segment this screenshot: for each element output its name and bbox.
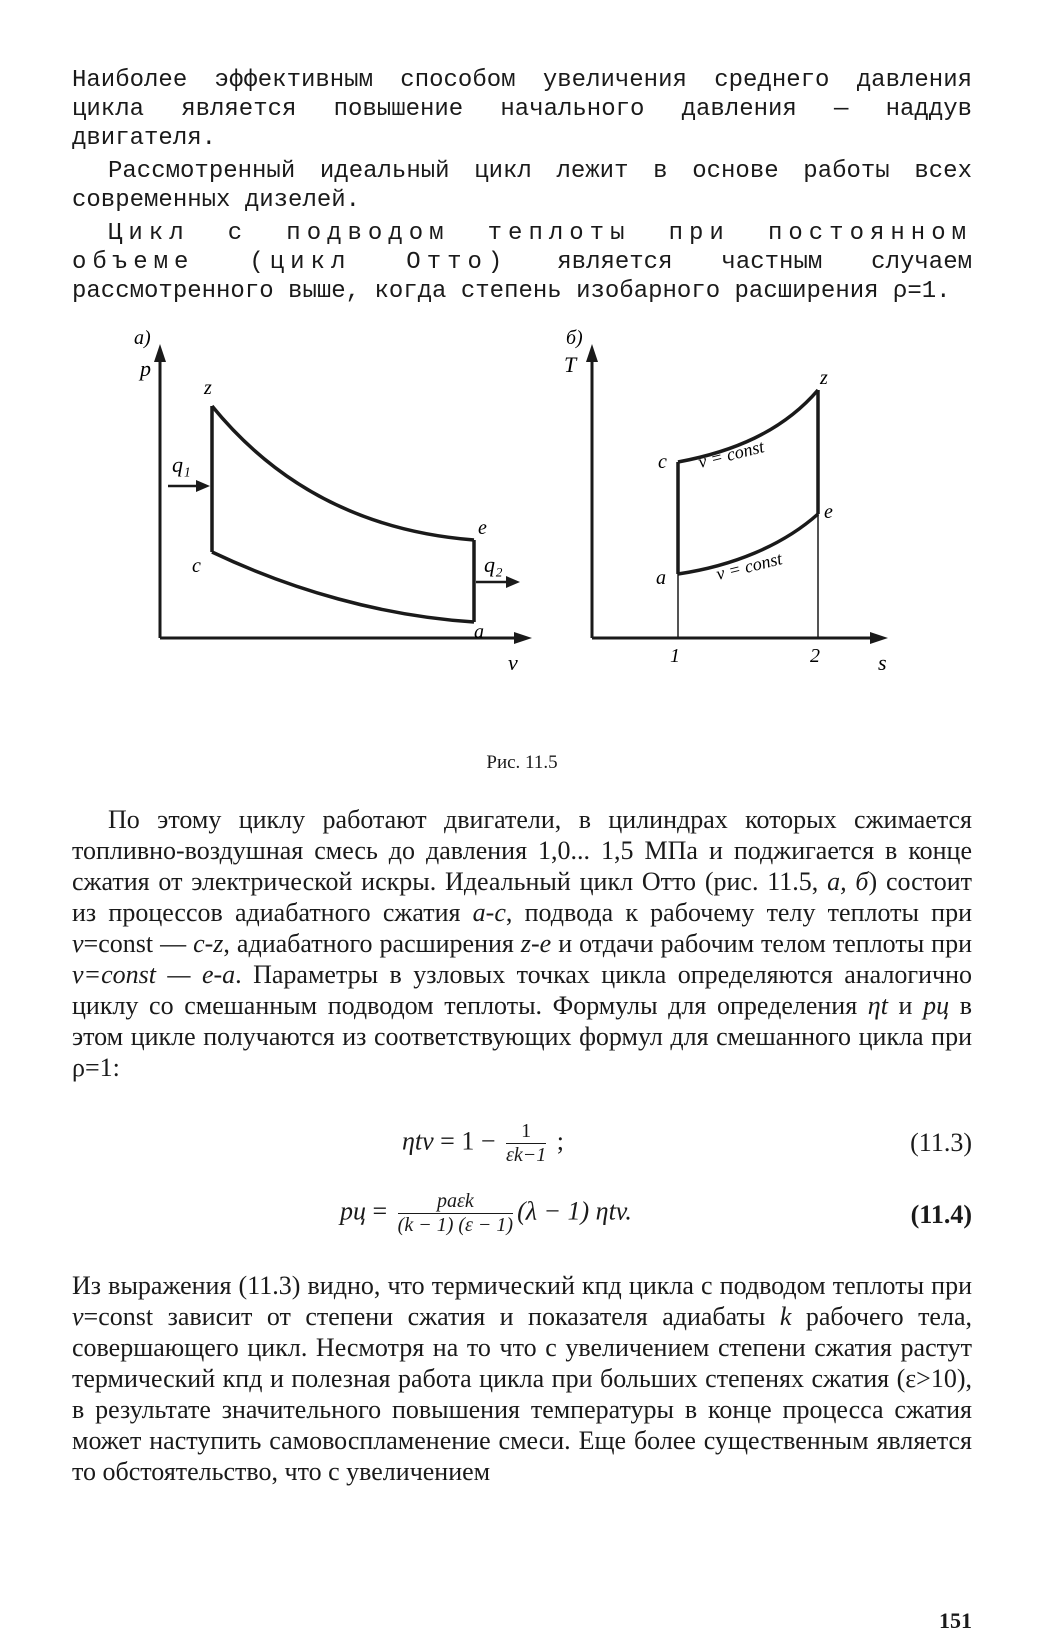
right-point-z: z bbox=[820, 367, 828, 389]
eq2-fraction bbox=[398, 1190, 513, 1237]
eq2-denominator: (k − 1) (ε − 1) bbox=[397, 1214, 514, 1236]
p4-i: в этом цикле получаются из соответствующих формул для смешанного цикла при ρ=1: bbox=[72, 991, 972, 1082]
eq2-lhs: pц bbox=[340, 1196, 366, 1226]
p4-e: , адиабатного расширения bbox=[223, 929, 521, 958]
right-point-c: c bbox=[658, 451, 667, 473]
right-x-arrow bbox=[870, 632, 888, 644]
left-fig-label: а) bbox=[134, 327, 151, 349]
left-point-a: a bbox=[474, 621, 484, 643]
p4-g: . Параметры в узловых точках цикла определяются аналогично циклу со смешанным подводом теплоты. Формулы для определения bbox=[72, 960, 972, 1020]
paragraph-3 bbox=[72, 219, 972, 306]
eq1-tail: ; bbox=[550, 1126, 564, 1156]
eq2-body bbox=[340, 1190, 632, 1237]
right-y-arrow bbox=[586, 344, 598, 362]
iso-bottom-label: v = const bbox=[714, 548, 785, 584]
right-x-axis-label: s bbox=[878, 650, 887, 675]
p5-c: рабочего тела, совершающего цикл. Несмотря на то что с увеличением степени сжатия растут термический кпд и полезная работа цикла при больших степенях сжатия (ε>10), в результате значительного повышения температуры в конце процесса сжатия может наступить самовоспламенение смеси. Еще более существенным является то обстоятельство, что с увеличением bbox=[72, 1302, 972, 1486]
p5-a: Из выражения (11.3) видно, что термический кпд цикла с подводом теплоты при bbox=[72, 1271, 972, 1300]
paragraph-2: Рассмотренный идеальный цикл лежит в основе работы всех современных дизелей. bbox=[72, 158, 972, 214]
tick-2: 2 bbox=[810, 645, 820, 667]
p4-cz: c-z bbox=[193, 929, 224, 958]
eq2-equals: = bbox=[366, 1196, 394, 1226]
paragraph-3-spaced: Цикл с подводом теплоты при постоянном объеме (цикл Отто) bbox=[72, 220, 972, 276]
figure-svg bbox=[72, 322, 972, 722]
ac-adiabat bbox=[212, 552, 474, 622]
figure-caption: Рис. 11.5 bbox=[486, 752, 558, 773]
p4-d: =const — bbox=[83, 929, 194, 958]
left-point-z: z bbox=[204, 377, 212, 399]
tick-1: 1 bbox=[670, 645, 680, 667]
q2-label: q₂ bbox=[484, 552, 503, 577]
paragraph-3-rest: является частным случаем рассмотренного выше, когда степень изобарного расширения ρ=1. bbox=[72, 249, 972, 305]
p5-v: v bbox=[72, 1302, 84, 1331]
body-section-3 bbox=[72, 1270, 972, 1487]
right-fig-label: б) bbox=[566, 327, 583, 349]
p4-pc: pц bbox=[923, 991, 950, 1020]
p4-h: и bbox=[887, 991, 924, 1020]
right-point-e: e bbox=[824, 501, 833, 523]
eq2-number: (11.4) bbox=[910, 1200, 972, 1229]
eq1-lhs: ηtv bbox=[402, 1126, 434, 1156]
paragraph-1: Наиболее эффективным способом увеличения среднего давления цикла является повышение начального давления — наддув двигателя. bbox=[72, 67, 972, 152]
p4-ze: z-e bbox=[520, 929, 552, 958]
ts-diagram bbox=[564, 327, 888, 675]
right-y-axis-label: T bbox=[564, 352, 577, 377]
page-number: 151 bbox=[939, 1608, 972, 1633]
eq1-numerator: 1 bbox=[506, 1120, 546, 1144]
q1-label: q₁ bbox=[172, 452, 191, 477]
eq1-denominator: εk−1 bbox=[506, 1144, 547, 1166]
p4-ac: а-с bbox=[472, 898, 506, 927]
body-section-2 bbox=[72, 804, 972, 1083]
p4-ab: а, б bbox=[827, 867, 869, 896]
left-point-c: c bbox=[192, 555, 201, 577]
left-x-axis-label: v bbox=[508, 650, 518, 675]
p4-a: По этому циклу работают двигатели, в цилиндрах которых сжимается топливно-воздушная смесь до давления 1,0... 1,5 МПа и поджигается в конце сжатия от электрической искры. Идеальный цикл Отто (рис. 11.5, bbox=[72, 805, 972, 896]
paragraph-4 bbox=[72, 804, 972, 1083]
eq2-tail: (λ − 1) ηtv. bbox=[517, 1196, 632, 1226]
eq2-numerator: paεk bbox=[398, 1190, 513, 1214]
left-point-e: e bbox=[478, 517, 487, 539]
p4-eta: ηt bbox=[867, 991, 888, 1020]
equation-11-3 bbox=[72, 1106, 972, 1176]
p4-f: и отдачи рабочим телом теплоты при bbox=[551, 929, 972, 958]
left-y-axis-label: p bbox=[140, 356, 151, 381]
equation-11-4 bbox=[72, 1178, 972, 1248]
left-y-arrow bbox=[154, 344, 166, 362]
q2-arrowhead bbox=[506, 576, 520, 588]
left-x-arrow bbox=[514, 632, 532, 644]
eq1-fraction bbox=[506, 1120, 546, 1167]
right-point-a: a bbox=[656, 567, 666, 589]
p4-vconst: v=const — e-a bbox=[72, 960, 236, 989]
eq1-body bbox=[402, 1120, 564, 1167]
q1-arrowhead bbox=[196, 480, 210, 492]
p4-b: ) состоит из процессов адиабатного сжатия bbox=[72, 867, 972, 927]
eq1-mid: = 1 − bbox=[433, 1126, 502, 1156]
ze-adiabat bbox=[212, 406, 474, 540]
p4-c: , подвода к рабочему телу теплоты при bbox=[505, 898, 972, 927]
p5-b: =const зависит от степени сжатия и показателя адиабаты bbox=[83, 1302, 780, 1331]
eq1-number: (11.3) bbox=[910, 1128, 972, 1157]
iso-top-label: v = const bbox=[696, 436, 767, 472]
p5-k: k bbox=[779, 1302, 792, 1331]
figure-11-5 bbox=[72, 322, 972, 722]
paragraph-5 bbox=[72, 1270, 972, 1487]
p4-v1: v bbox=[72, 929, 84, 958]
pv-diagram bbox=[134, 327, 532, 675]
